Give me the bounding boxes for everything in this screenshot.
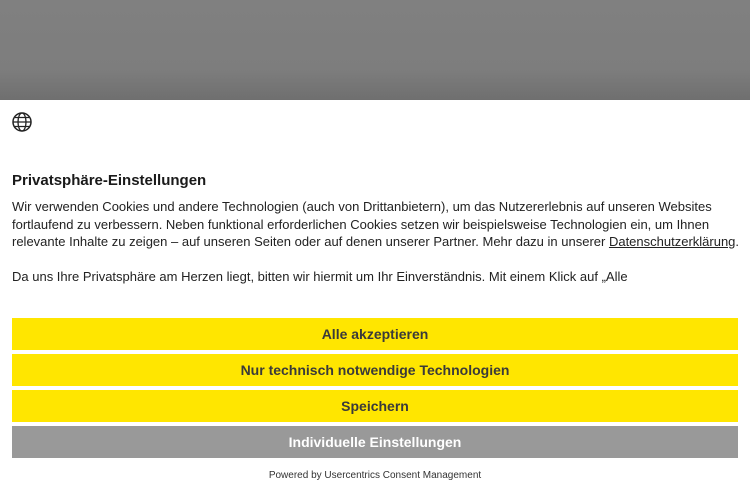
page-backdrop-overlay [0, 0, 750, 100]
consent-dialog [0, 100, 750, 500]
essential-only-button[interactable]: Nur technisch notwendige Technologien [12, 354, 738, 386]
intro-paragraph [12, 198, 740, 251]
consent-paragraph: Da uns Ihre Privatsphäre am Herzen liegt, bitten wir hiermit um Ihr Einverständnis. Mit einem Klick auf „Alle [12, 268, 628, 284]
dialog-title: Privatsphäre-Einstellungen [12, 172, 207, 189]
globe-icon [12, 112, 32, 132]
individual-settings-button[interactable]: Individuelle Einstellungen [12, 426, 738, 458]
accept-all-button[interactable]: Alle akzeptieren [12, 318, 738, 350]
privacy-policy-link[interactable]: Datenschutzerklärung [608, 234, 736, 249]
powered-by-footer: Powered by Usercentrics Consent Management [268, 470, 482, 481]
dialog-body-text [12, 198, 740, 316]
language-selector-button[interactable] [12, 112, 32, 132]
intro-end: . [735, 234, 740, 249]
save-button[interactable]: Speichern [12, 390, 738, 422]
intro-text: Wir verwenden Cookies und andere Technologien (auch von Drittanbietern), um das Nutzererlebnis auf unseren Websites fortlaufend zu verbessern. Neben funktional erforderlichen Cookies setzen wir beispielsweise Technologien ein, um Ihnen relevante Inhalte zu zeigen – auf unseren Seiten oder auf denen unserer Partner. Mehr dazu in unserer [12, 199, 712, 249]
